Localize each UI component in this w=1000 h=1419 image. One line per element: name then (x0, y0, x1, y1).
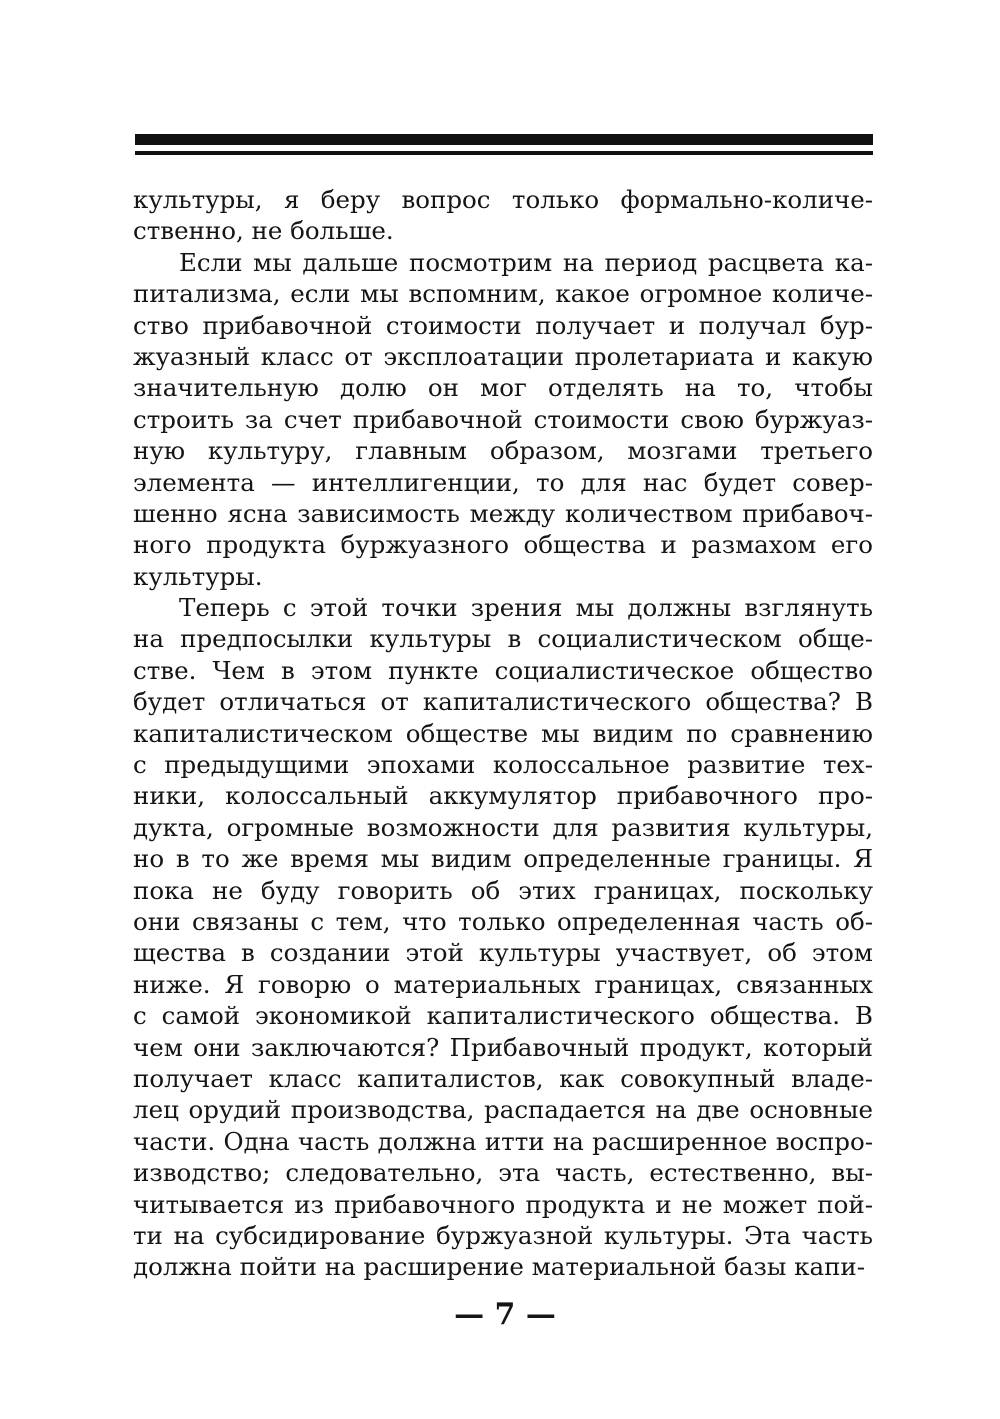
paragraph-2-line: ную культуру, главным образом, мозгами третьего (133, 436, 873, 466)
paragraph-3-line: части. Одна часть должна итти на расширенное воспро- (133, 1126, 873, 1156)
paragraph-2-line: Если мы дальше посмотрим на период расцвета ка- (179, 247, 873, 277)
paragraph-3-line: капиталистическом обществе мы видим по сравнению (133, 718, 873, 748)
paragraph-3-line: с предыдущими эпохами колоссальное развитие тех- (133, 750, 873, 780)
paragraph-2-line: культуры. (133, 561, 263, 591)
page-number: — 7 — (454, 1297, 556, 1332)
paragraph-3-line: должна пойти на расширение материальной базы капи- (133, 1252, 866, 1282)
paragraph-3-line: щества в создании этой культуры участвует, об этом (133, 938, 873, 968)
header-rule-thin (135, 151, 873, 155)
paragraph-2-line: жуазный класс от эксплоатации пролетариата и какую (133, 341, 873, 371)
paragraph-1-line: культуры, я беру вопрос только формально-количе- (133, 185, 873, 214)
paragraph-3-line: будет отличаться от капиталистического общества? В (133, 687, 873, 717)
header-rule-thick (135, 134, 873, 145)
paragraph-3-line: ниже. Я говорю о материальных границах, связанных (133, 969, 873, 999)
paragraph-3-line: лец орудий производства, распадается на две основные (133, 1095, 873, 1125)
body-text (133, 184, 873, 1283)
paragraph-2-line: шенно ясна зависимость между количеством прибавоч- (133, 498, 873, 528)
paragraph-3-line: чем они заключаются? Прибавочный продукт, который (133, 1032, 873, 1062)
paragraph-3-line: с самой экономикой капиталистического общества. В (133, 1001, 873, 1031)
paragraph-3-line: они связаны с тем, что только определенная часть об- (133, 906, 873, 936)
paragraph-3-line: получает класс капиталистов, как совокупный владе- (133, 1063, 873, 1093)
paragraph-3-line: дукта, огромные возможности для развития культуры, (133, 812, 873, 842)
paragraph-3-line: читывается из прибавочного продукта и не может пой- (133, 1189, 873, 1219)
paragraph-2-line: строить за счет прибавочной стоимости свою буржуаз- (133, 404, 873, 434)
paragraph-3-line: стве. Чем в этом пункте социалистическое общество (133, 655, 873, 685)
paragraph-2-line: ного продукта буржуазного общества и размахом его (133, 530, 873, 560)
paragraph-1-line: ственно, не больше. (133, 216, 394, 246)
paragraph-3-line: Теперь с этой точки зрения мы должны взглянуть (179, 593, 873, 623)
paragraph-3-line: изводство; следовательно, эта часть, естественно, вы- (133, 1158, 873, 1188)
paragraph-2-line: значительную долю он мог отделять на то, чтобы (133, 373, 873, 403)
paragraph-3-line: на предпосылки культуры в социалистическом обще- (133, 624, 873, 654)
paragraph-3-line: пока не буду говорить об этих границах, поскольку (133, 875, 873, 905)
paragraph-3-line: ти на субсидирование буржуазной культуры. Эта часть (133, 1220, 873, 1250)
paragraph-2-line: ство прибавочной стоимости получает и получал бур- (133, 310, 873, 340)
paragraph-2-line: элемента — интеллигенции, то для нас будет совер- (133, 467, 873, 497)
paragraph-2-line: питализма, если мы вспомним, какое огромное количе- (133, 279, 873, 309)
paragraph-3-line: ники, колоссальный аккумулятор прибавочного про- (133, 781, 873, 811)
paragraph-3-line: но в то же время мы видим определенные границы. Я (133, 844, 873, 874)
